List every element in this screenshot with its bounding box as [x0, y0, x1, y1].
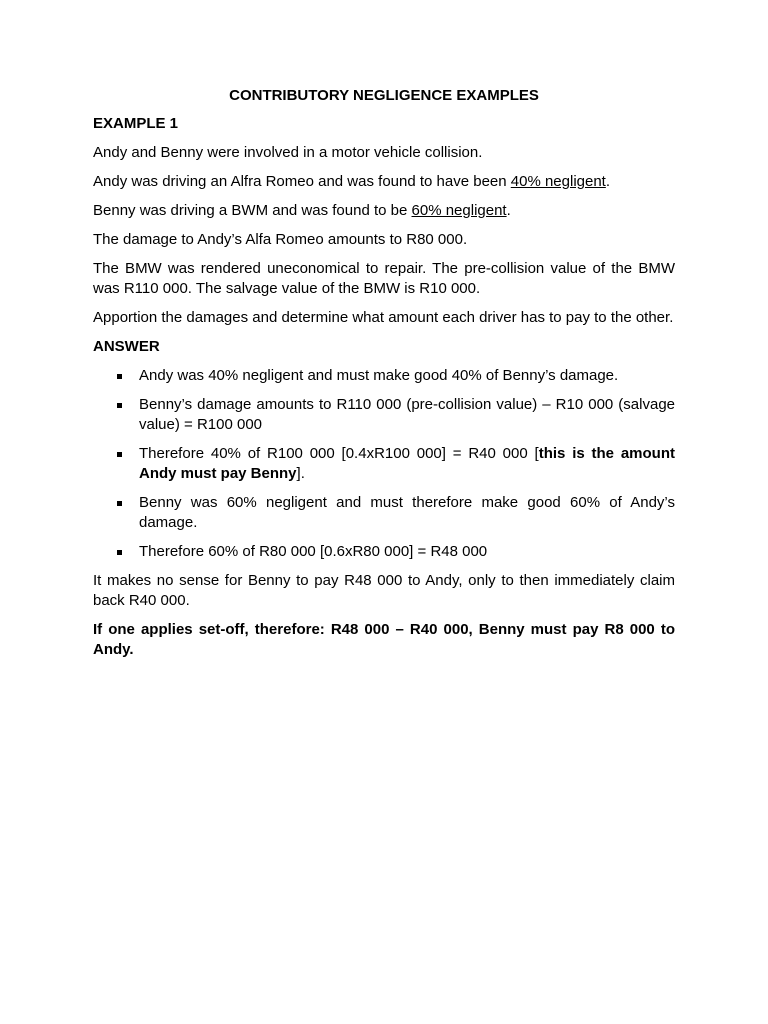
example-heading: EXAMPLE 1 [93, 115, 179, 132]
answer-text: Benny was 60% negligent and must therefore make good 60% of Andy’s damage. [139, 494, 675, 531]
conclusion [93, 620, 675, 660]
fact-bmw-values: The BMW was rendered uneconomical to repair. The pre-collision value of the BMW was R110 000. The salvage value of the BMW is R10 000. [93, 260, 675, 297]
fact-andy-damage: The damage to Andy’s Alfa Romeo amounts to R80 000. [93, 231, 468, 248]
fact-andy-text: Andy was driving an Alfra Romeo and was found to have been [93, 173, 511, 190]
answer-heading: ANSWER [93, 338, 160, 355]
answer-text: Therefore 60% of R80 000 [0.6xR80 000] = R48 000 [139, 543, 488, 560]
bullet-icon [117, 374, 122, 379]
fact-andy-negligence [93, 172, 675, 192]
list-item [93, 444, 675, 484]
document-title: CONTRIBUTORY NEGLIGENCE EXAMPLES [229, 87, 539, 104]
answer-text: Benny’s damage amounts to R110 000 (pre-collision value) – R10 000 (salvage value) = R100 000 [139, 396, 675, 433]
answer-bold-text: this is the amount Andy must pay Benny [139, 445, 676, 482]
fact-benny-text: Benny was driving a BWM and was found to be [93, 202, 412, 219]
answer-text: Andy was 40% negligent and must make good 40% of Benny’s damage. [139, 367, 619, 384]
answer-list [93, 366, 675, 562]
list-item [93, 366, 675, 386]
bullet-icon [117, 550, 122, 555]
fact-benny-negligence [93, 201, 675, 221]
document-body [93, 86, 675, 669]
conclusion-text: If one applies set-off, therefore: R48 000 – R40 000, Benny must pay R8 000 to Andy. [93, 621, 675, 658]
fact-collision: Andy and Benny were involved in a motor vehicle collision. [93, 144, 483, 161]
list-item [93, 395, 675, 435]
fact-benny-end: . [506, 202, 511, 219]
bullet-icon [117, 403, 122, 408]
benny-negligence-percent: 60% negligent [411, 202, 507, 219]
list-item [93, 542, 675, 562]
answer-text-end: ]. [296, 465, 305, 482]
closing-paragraph: It makes no sense for Benny to pay R48 000 to Andy, only to then immediately claim back R40 000. [93, 572, 675, 609]
answer-text: Therefore 40% of R100 000 [0.4xR100 000] = R40 000 [ [139, 445, 539, 462]
andy-negligence-percent: 40% negligent [510, 173, 606, 190]
question: Apportion the damages and determine what amount each driver has to pay to the other. [93, 309, 674, 326]
fact-andy-end: . [605, 173, 611, 190]
bullet-icon [117, 452, 122, 457]
bullet-icon [117, 501, 122, 506]
list-item [93, 493, 675, 533]
